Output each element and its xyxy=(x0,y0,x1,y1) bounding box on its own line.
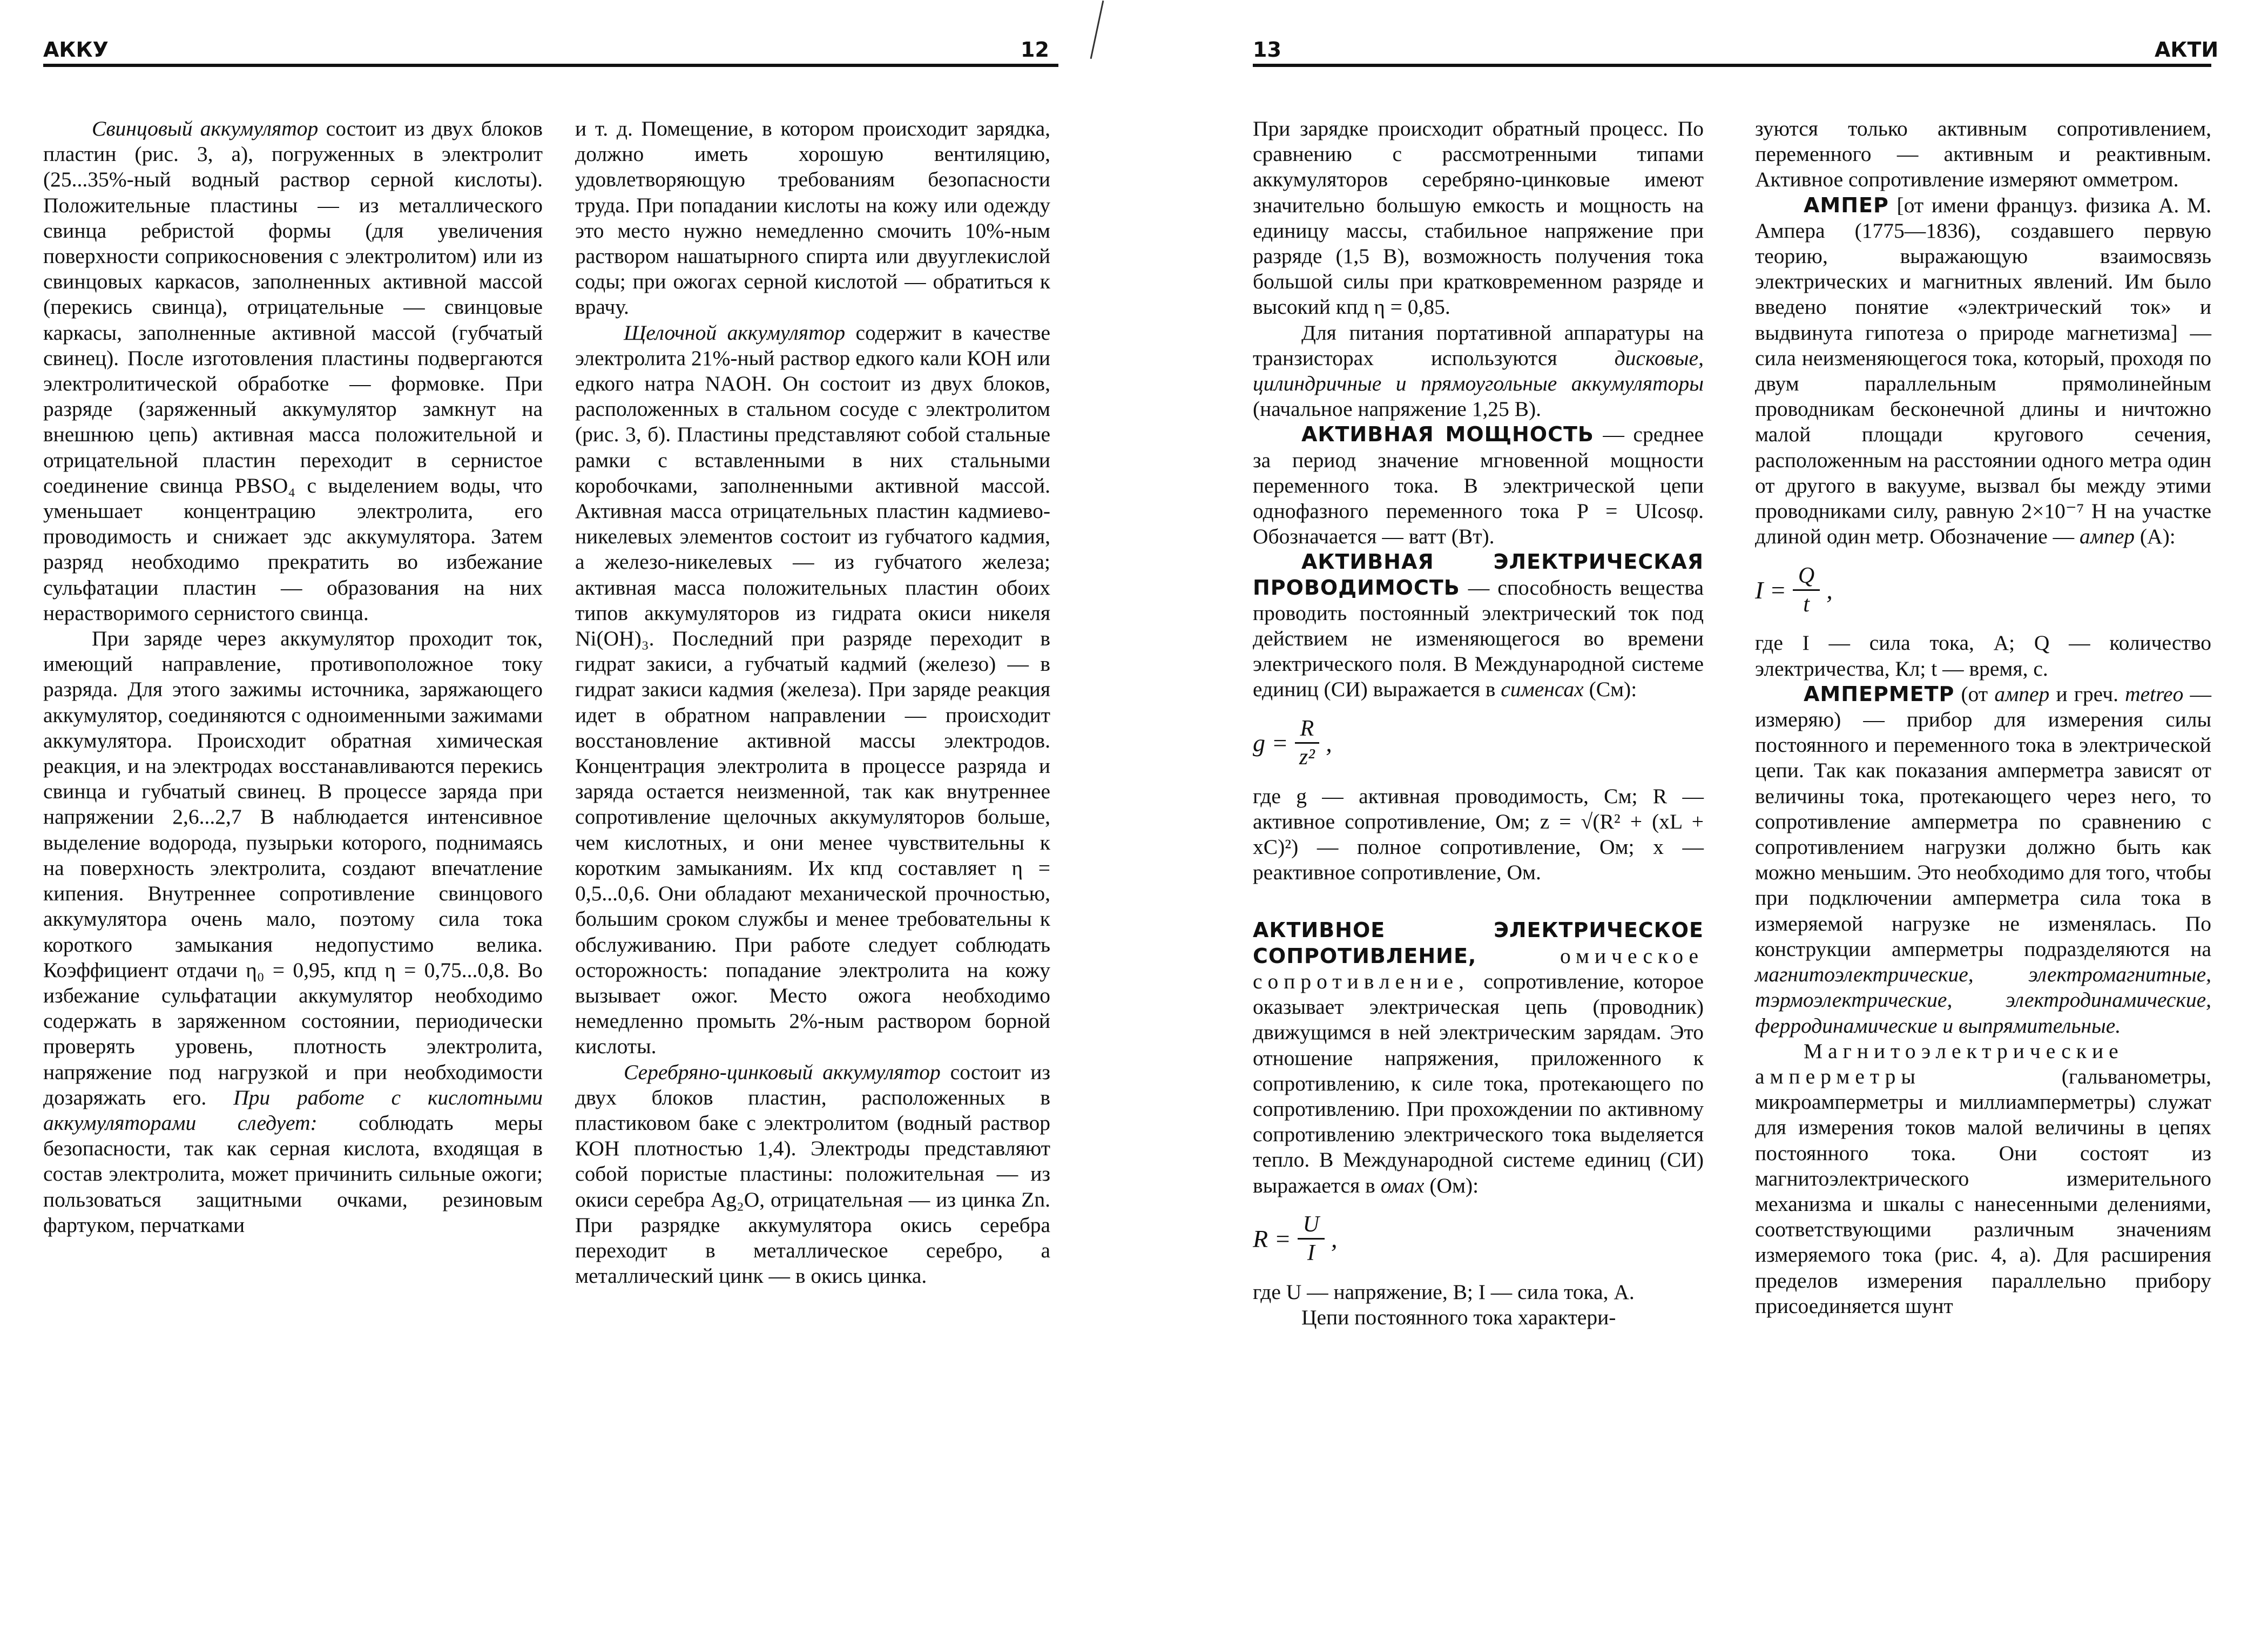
paragraph-silver-zinc: Серебряно-цинковый аккумулятор состоит из двух блоков пластин, расположенных в пластиковом баке с электролитом (водный раствор КОН плотностью 1,4). Электроды представляют собой пористые пластины: положительная — из окиси серебра Ag₂O, отрицательная — из цинка Zn. При разрядке аккумулятора окись серебра переходит в металлическое серебро, а металлический цинк — в окись цинка. xyxy=(575,1060,1051,1288)
paragraph-alkaline: Щелочной аккумулятор содержит в качестве электролита 21%-ный раствор едкого кали КОН или едкого натра NAOH. Он состоит из двух блоков, расположенных в стальном сосуде с электролитом (рис. 3, б). Пластины представляют собой стальные рамки с вставленными в них стальными коробочками, заполненными активной массой. Активная масса отрицательных пластин кадмиево-никелевых элементов состоит из губчатого кадмия, а железо-никелевых — из губчатого железа; активная масса положительных пластин обоих типов аккумуляторов из гидрата окиси никеля Ni(OH)₃. Последний при разряде переходит в гидрат закиси, а губчатый кадмий (железо) — в гидрат закиси кадмия (железа). При заряде реакция идет в обратном направлении — происходит восстановление активной массы электродов. Концентрация электролита в процессе разряда и заряда остается неизменной, так как внутреннее сопротивление щелочных аккумуляторов больше, чем кислотных, и они менее чувствительны к коротким замыканиям. Их кпд составляет η = 0,5...0,6. Они обладают механической прочностью, большим сроком службы и менее требовательны к обслуживанию. При работе следует соблюдать осторожность: попадание электролита на кожу вызывает ожог. Место ожога необходимо немедленно промыть 2%-ным раствором борной кислоты. xyxy=(575,320,1050,1059)
formula-resistance: R = $\frac{U}{I}$ , xyxy=(1253,1212,1338,1266)
term-ampere: АМПЕР xyxy=(1804,193,1889,217)
paragraph-lead-acid: Свинцовый аккумулятор состоит из двух блоков пластин (рис. 3, а), погруженных в электролит (25...35%-ный водный раствор серной кислоты). Положительные пластины — из металлического свинца ребристой формы (для увеличения поверхности соприкосновения с электролитом) или из свинцовых каркасов, заполненных активной массой (перекись свинца), отрицательные — свинцовые каркасы, заполненные активной массой (губчатый свинец). После изготовления пластины подвергаются электролитической обработке — формовке. При разряде (заряженный аккумулятор замкнут на внешнюю цепь) активная масса положительной и отрицательной пластин переходит в сернистое соединение свинца PBSO₄ с выделением воды, что уменьшает концентрацию электролита, его проводимость и снижает эдс аккумулятора. Затем разряд необходимо прекратить во избежание сульфатации пластин — образования на них нерастворимого сернистого свинца. xyxy=(43,117,543,625)
formula-conductance: g = $\frac{R}{\text{z²}}$ , xyxy=(1253,716,1332,770)
term-lead-acid: Свинцовый аккумулятор xyxy=(92,117,319,140)
paragraph-resistance-legend: где U — напряжение, В; I — сила тока, А. xyxy=(1253,1280,1635,1304)
paragraph-conductance-legend: где g — активная проводимость, См; R — активное сопротивление, Ом; z = √(R² + (xL + xC)²) — полное сопротивление, Ом; x — реактивное сопротивление, Ом. xyxy=(1253,784,1704,885)
entry-active-conductance: АКТИВНАЯ ЭЛЕКТРИЧЕСКАЯ ПРОВОДИМОСТЬ — способность вещества проводить постоянный электрический ток под действием не изменяющегося во времени электрического поля. В Международной системе единиц (СИ) выражается в сименсах (См): xyxy=(1253,550,1704,702)
term-silver-zinc: Серебряно-цинковый аккумулятор xyxy=(624,1060,941,1084)
entry-ampere: АМПЕР [от имени француз. физика А. М. Ампера (1775—1836), создавшего первую теорию, выражающую взаимосвязь электрических и магнитных явлений. Им было введено понятие «электрический ток» и выдвинута гипотеза о природе магнетизма] — сила неизменяющегося тока, который, проходя по двум параллельным прямолинейным проводникам бесконечной длины и ничтожно малой площади кругового сечения, расположенным на расстоянии одного метра один от другого в вакууме, вызвал бы между этими проводниками силу, равную 2×10⁻⁷ Н на участке длиной один метр. Обозначение — ампер (А): xyxy=(1755,193,2211,549)
entry-active-resistance: АКТИВНОЕ ЭЛЕКТРИЧЕСКОЕ СОПРОТИВЛЕНИЕ, омическое сопротивление, сопротивление, которое оказывает электрическая цепь (проводник) движущимся в ней электрическим зарядам. Это отношение напряжения, приложенного к сопротивлению, к силе тока, протекающего по сопротивлению. При прохождении по активному сопротивлению электрического тока выделяется тепло. В Международной системе единиц (СИ) выражается в омах (Ом): xyxy=(1253,918,1704,1197)
paragraph-dc-circuits: Цепи постоянного тока характери- xyxy=(1301,1305,1616,1329)
formula-current: I = $\frac{Q}{t}$ , xyxy=(1755,563,1833,617)
page-number-left: 12 xyxy=(1021,38,1049,62)
right-page-column-2 xyxy=(1755,116,2211,1319)
paragraph-reverse-process: При зарядке происходит обратный процесс. По сравнению с рассмотренными типами аккумуляторов серебряно-цинковые имеют значительно большую емкость и мощность на единицу массы, стабильное напряжение при разряде (1,5 В), возможность получения тока большой силы при кратковременном разряде и высокий кпд η = 0,85. xyxy=(1253,117,1704,319)
paragraph-charging: При заряде через аккумулятор проходит ток, имеющий направление, противоположное току разряда. Для этого зажимы источника, заряжающего аккумулятор, соединяются с одноименными зажимами аккумулятора. Происходит обратная химическая реакция, и на электродах восстанавливаются перекись свинца и губчатый свинец. В процессе заряда при напряжении 2,6...2,7 В наблюдается интенсивное выделение водорода, пузырьки которого, поднимаясь на поверхность электролита, создают впечатление кипения. Внутреннее сопротивление свинцового аккумулятора очень мало, поэтому сила тока короткого замыкания недопустимо велика. Коэффициент отдачи η₀ = 0,95, кпд η = 0,75...0,8. Во избежание сульфатации аккумулятор необходимо содержать в заряженном состоянии, периодически проверять уровень, плотность электролита, напряжение под нагрузкой и при необходимости дозаряжать его. При работе с кислотными аккумуляторами следует: соблюдать меры безопасности, так как серная кислота, входящая в состав электролита, может причинить сильные ожоги; пользоваться защитными очками, резиновым фартуком, перчатками xyxy=(43,627,543,1237)
entry-active-power: АКТИВНАЯ МОЩНОСТЬ — среднее за период значение мгновенной мощности переменного тока. В электрической цепи однофазного переменного тока P = UIcosφ. Обозначается — ватт (Вт). xyxy=(1253,422,1704,549)
left-page-column-1 xyxy=(43,116,543,1238)
running-head-right: АКТИ xyxy=(2155,38,2219,62)
term-active-conductance: АКТИВНАЯ ЭЛЕКТРИЧЕСКАЯ ПРОВОДИМОСТЬ xyxy=(1253,550,1704,600)
right-page-column-1 xyxy=(1253,116,1704,1330)
paragraph-portable: Для питания портативной аппаратуры на транзисторах используются дисковые, цилиндричные и прямоугольные аккумуляторы (начальное напряжение 1,25 В). xyxy=(1253,320,1704,421)
paragraph-ventilation: и т. д. Помещение, в котором происходит зарядка, должно иметь хорошую вентиляцию, удовлетворяющую требованиям безопасности труда. При попадании кислоты на кожу или одежду это место нужно немедленно смочить 10%-ным раствором нашатырного спирта или двууглекислой соды; при ожогах серной кислотой — обратиться к врачу. xyxy=(575,117,1050,319)
paragraph-magnetoelectric: Магнитоэлектрические амперметры (гальванометры, микроамперметры и миллиамперметры) служат для измерения токов малой величины в цепях постоянного тока. Они состоят из магнитоэлектрического измерительного механизма и шкалы с нанесенными делениями, соответствующими различным значениям измеряемого тока (рис. 4, а). Для расширения пределов измерения параллельно прибору присоединяется шунт xyxy=(1755,1039,2211,1318)
term-ammeter: АМПЕРМЕТР xyxy=(1804,682,1955,706)
gutter-mark xyxy=(1090,1,1104,59)
left-page-column-2 xyxy=(575,116,1050,1289)
term-active-resistance: АКТИВНОЕ ЭЛЕКТРИЧЕСКОЕ СОПРОТИВЛЕНИЕ, xyxy=(1253,918,1704,968)
term-active-power: АКТИВНАЯ МОЩНОСТЬ xyxy=(1301,422,1594,447)
page-number-right: 13 xyxy=(1253,38,1281,62)
paragraph-current-legend: где I — сила тока, А; Q — количество электричества, Кл; t — время, с. xyxy=(1755,631,2211,681)
running-head-left: АККУ xyxy=(43,38,109,62)
term-alkaline: Щелочной аккумулятор xyxy=(624,320,846,345)
header-rule-right xyxy=(1253,64,2211,67)
paragraph-resistance-cont: зуются только активным сопротивлением, переменного — активным и реактивным. Активное сопротивление измеряют омметром. xyxy=(1755,117,2211,192)
header-rule-left xyxy=(43,64,1058,67)
entry-ammeter: АМПЕРМЕТР (от ампер и греч. metreo — измеряю) — прибор для измерения силы постоянного и переменного тока в электрической цепи. Так как показания амперметра зависят от величины тока, протекающего через него, то сопротивление амперметра по сравнению с сопротивлением нагрузки должно быть как можно меньшим. Это необходимо для того, чтобы при подключении амперметра сила тока в измеряемой нагрузке не изменялась. По конструкции амперметры подразделяются на магнитоэлектрические, электромагнитные, тэрмоэлектрические, электродинамические, ферродинамические и выпрямительные. xyxy=(1755,682,2211,1038)
